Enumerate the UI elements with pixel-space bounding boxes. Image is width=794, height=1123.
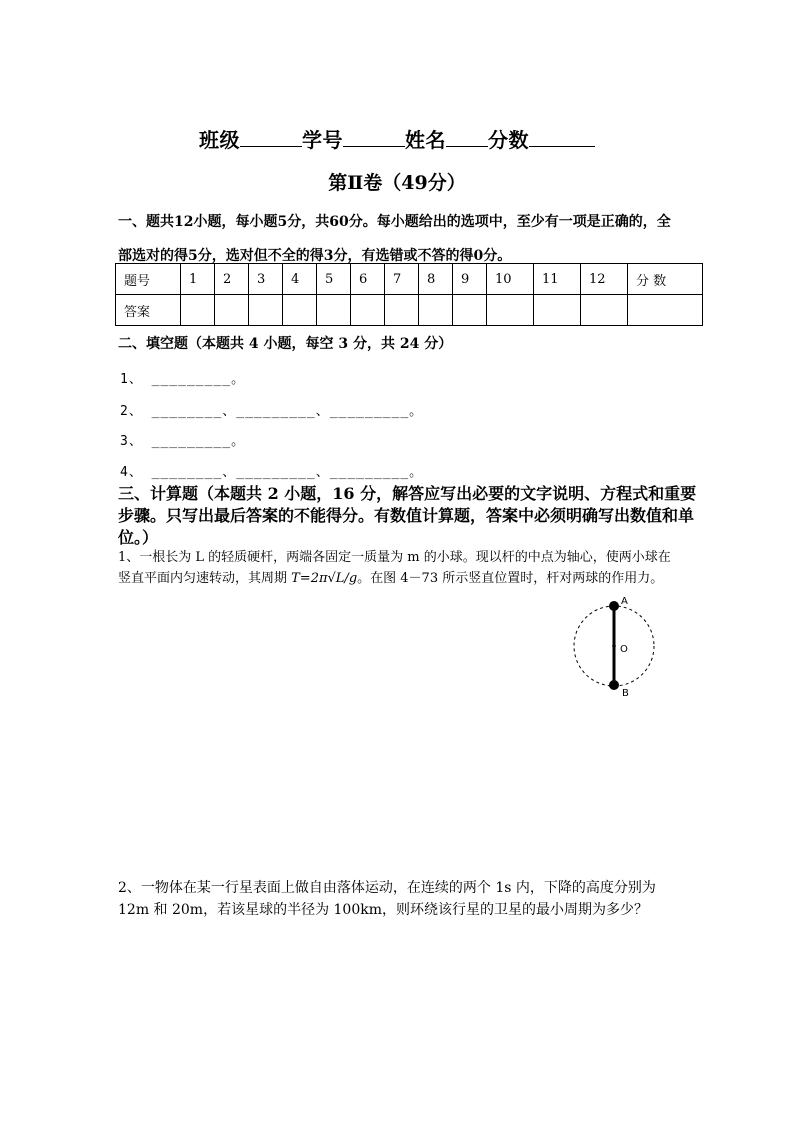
fill-blank-item-3[interactable]: 3、 _________。 bbox=[120, 434, 246, 449]
question-number-row bbox=[116, 264, 703, 295]
question-number-cell: 11 bbox=[534, 264, 581, 295]
answer-cell[interactable] bbox=[317, 295, 351, 326]
answer-cell[interactable] bbox=[385, 295, 419, 326]
answer-cell[interactable] bbox=[215, 295, 249, 326]
student-id-blank[interactable] bbox=[343, 126, 405, 147]
class-blank[interactable] bbox=[240, 126, 302, 147]
answer-cell[interactable] bbox=[351, 295, 385, 326]
answer-cell[interactable] bbox=[487, 295, 534, 326]
answer-table bbox=[115, 263, 703, 326]
section1-intro-line2: 部选对的得5分，选对但不全的得3分，有选错或不答的得0分。 bbox=[118, 248, 512, 264]
question-number-header: 题号 bbox=[116, 264, 181, 295]
score-cell[interactable] bbox=[628, 295, 703, 326]
answer-cell[interactable] bbox=[283, 295, 317, 326]
section3-title: 三、计算题（本题共 2 小题，16 分，解答应写出必要的文字说明、方程式和重要步骤。只写出最后答案的不能得分。有数值计算题，答案中必须明确写出数值和单位。） bbox=[118, 484, 697, 547]
question-number-cell: 4 bbox=[283, 264, 317, 295]
answer-cell[interactable] bbox=[453, 295, 487, 326]
ball-a bbox=[609, 601, 619, 611]
problem-1-text-part2: 。在图 4－73 所示竖直位置时，杆对两球的作用力。 bbox=[357, 571, 664, 586]
section2-title: 二、填空题（本题共 4 小题，每空 3 分，共 24 分） bbox=[118, 336, 453, 352]
student-info-header bbox=[0, 124, 794, 153]
answer-cell[interactable] bbox=[534, 295, 581, 326]
problem-2-text: 2、一物体在某一行星表面上做自由落体运动，在连续的两个 1s 内，下降的高度分别为 12m 和 20m，若该星球的半径为 100km，则环绕该行星的卫星的最小周期为多少？ bbox=[118, 880, 656, 918]
rotating-rod-figure bbox=[566, 592, 666, 702]
answer-cell[interactable] bbox=[249, 295, 283, 326]
answer-cell[interactable] bbox=[419, 295, 453, 326]
question-number-cell: 10 bbox=[487, 264, 534, 295]
fill-blank-item-4[interactable]: 4、 ________、_________、_________。 bbox=[120, 465, 424, 480]
question-number-cell: 12 bbox=[581, 264, 628, 295]
volume-title: 第Ⅱ卷（49分） bbox=[328, 172, 466, 194]
name-blank[interactable] bbox=[446, 126, 488, 147]
question-number-cell: 5 bbox=[317, 264, 351, 295]
pivot-point bbox=[612, 644, 616, 648]
fill-blank-item-1[interactable]: 1、 _________。 bbox=[120, 372, 246, 387]
answer-row-header: 答案 bbox=[116, 295, 181, 326]
section1-intro-line1: 一、题共12小题，每小题5分，共60分。每小题给出的选项中，至少有一项是正确的，全 bbox=[118, 214, 671, 230]
question-number-cell: 2 bbox=[215, 264, 249, 295]
student-id-label: 学号 bbox=[302, 128, 343, 152]
question-number-cell: 1 bbox=[181, 264, 215, 295]
ball-b bbox=[609, 680, 619, 690]
answer-cell[interactable] bbox=[181, 295, 215, 326]
score-blank[interactable] bbox=[529, 126, 595, 147]
question-number-cell: 9 bbox=[453, 264, 487, 295]
question-number-cell: 6 bbox=[351, 264, 385, 295]
label-o: O bbox=[620, 644, 628, 655]
fill-blank-item-2[interactable]: 2、 ________、_________、_________。 bbox=[120, 404, 424, 419]
question-number-cell: 7 bbox=[385, 264, 419, 295]
label-b: B bbox=[622, 688, 629, 699]
name-label: 姓名 bbox=[405, 128, 446, 152]
answer-cell[interactable] bbox=[581, 295, 628, 326]
answer-row bbox=[116, 295, 703, 326]
score-label: 分数 bbox=[488, 128, 529, 152]
label-a: A bbox=[621, 596, 628, 607]
class-label: 班级 bbox=[199, 128, 240, 152]
score-header-cell: 分 数 bbox=[628, 264, 703, 295]
question-number-cell: 3 bbox=[249, 264, 283, 295]
problem-1-text-part1: 1、一根长为 L 的轻质硬杆，两端各固定一质量为 m 的小球。现以杆的中点为轴心，使两小球在竖直平面内匀速转动，其周期 bbox=[118, 550, 671, 586]
problem-1-text bbox=[118, 547, 678, 589]
period-formula: T=2π√L/g bbox=[291, 571, 358, 586]
question-number-cell: 8 bbox=[419, 264, 453, 295]
